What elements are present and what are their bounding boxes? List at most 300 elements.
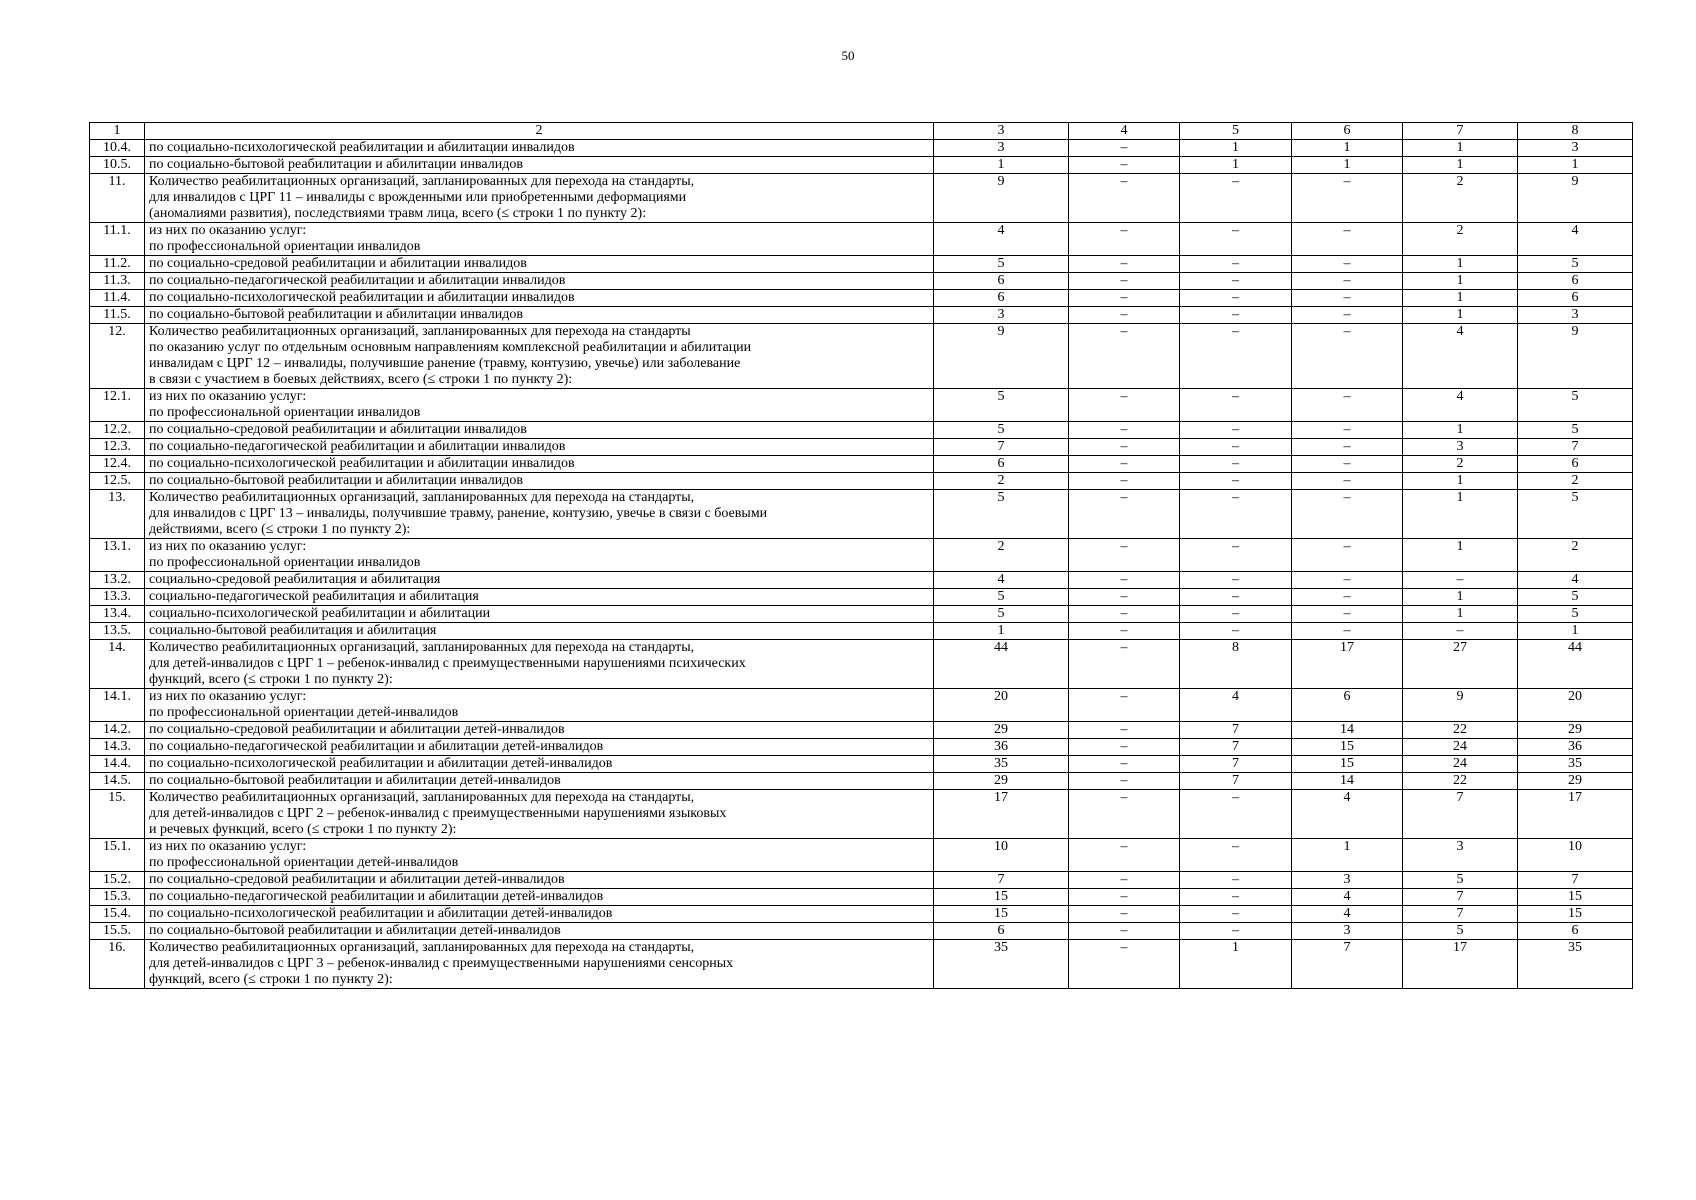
row-description: по социально-средовой реабилитации и абилитации детей-инвалидов (145, 872, 934, 889)
col-4-value: – (1069, 623, 1180, 640)
col-3-value: 15 (934, 889, 1069, 906)
col-5-value: – (1180, 422, 1292, 439)
col-7-value: 24 (1403, 756, 1518, 773)
row-description: Количество реабилитационных организаций, запланированных для перехода на стандарты, для детей-инвалидов с ЦРГ 3 – ребенок-инвалид с преимущественными нарушениями сенсорных функций, всего (≤ строки 1 по пункту 2): (145, 940, 934, 989)
col-3-value: 6 (934, 290, 1069, 307)
row-number: 13.1. (90, 539, 145, 572)
col-8-value: 6 (1518, 290, 1633, 307)
col-5-value: – (1180, 790, 1292, 839)
table-row (90, 739, 1633, 756)
col-3-value: 36 (934, 739, 1069, 756)
col-5-value: – (1180, 324, 1292, 389)
col-8-value: 2 (1518, 473, 1633, 490)
row-number: 15.3. (90, 889, 145, 906)
col-4-value: – (1069, 589, 1180, 606)
col-7-value: 4 (1403, 389, 1518, 422)
col-6-value: 4 (1292, 906, 1403, 923)
col-4-value: – (1069, 456, 1180, 473)
col-6-value: 4 (1292, 790, 1403, 839)
col-3-value: 5 (934, 422, 1069, 439)
col-3-value: 9 (934, 324, 1069, 389)
col-7-value: 27 (1403, 640, 1518, 689)
col-6-value: – (1292, 389, 1403, 422)
col-3-value: 9 (934, 174, 1069, 223)
col-6-value: – (1292, 589, 1403, 606)
col-5-value: 7 (1180, 722, 1292, 739)
table-row (90, 256, 1633, 273)
row-number: 12. (90, 324, 145, 389)
col-4-value: – (1069, 174, 1180, 223)
col-5-value: 7 (1180, 756, 1292, 773)
col-5-value: – (1180, 889, 1292, 906)
col-5-value: – (1180, 923, 1292, 940)
col-4-value: – (1069, 157, 1180, 174)
col-7-value: 2 (1403, 456, 1518, 473)
col-8-value: 3 (1518, 140, 1633, 157)
col-7-value: 1 (1403, 290, 1518, 307)
row-number: 13.5. (90, 623, 145, 640)
row-description: социально-педагогической реабилитация и абилитация (145, 589, 934, 606)
row-number: 14.4. (90, 756, 145, 773)
table-row (90, 572, 1633, 589)
row-number: 12.3. (90, 439, 145, 456)
table-row (90, 839, 1633, 872)
col-6-value: 14 (1292, 722, 1403, 739)
col-3-value: 20 (934, 689, 1069, 722)
col-8-value: 44 (1518, 640, 1633, 689)
col-6-value: – (1292, 490, 1403, 539)
row-number: 13.3. (90, 589, 145, 606)
col-7-value: – (1403, 623, 1518, 640)
row-number: 12.1. (90, 389, 145, 422)
col-6-value: 1 (1292, 157, 1403, 174)
col-4-value: – (1069, 722, 1180, 739)
col-6-value: 1 (1292, 140, 1403, 157)
column-number: 8 (1518, 123, 1633, 140)
row-number: 15.1. (90, 839, 145, 872)
row-description: по социально-психологической реабилитации и абилитации инвалидов (145, 290, 934, 307)
col-7-value: 5 (1403, 923, 1518, 940)
col-6-value: – (1292, 223, 1403, 256)
table-row (90, 273, 1633, 290)
col-6-value: – (1292, 324, 1403, 389)
table-row (90, 389, 1633, 422)
table-row (90, 906, 1633, 923)
table-row (90, 872, 1633, 889)
col-4-value: – (1069, 422, 1180, 439)
col-7-value: 1 (1403, 307, 1518, 324)
row-description: Количество реабилитационных организаций, запланированных для перехода на стандарты, для инвалидов с ЦРГ 11 – инвалиды с врожденными или приобретенными деформациями (аномалиями развития), последствиями травм лица, всего (≤ строки 1 по пункту 2): (145, 174, 934, 223)
row-number: 15.4. (90, 906, 145, 923)
col-5-value: 7 (1180, 773, 1292, 790)
table-row (90, 307, 1633, 324)
col-4-value: – (1069, 572, 1180, 589)
col-8-value: 9 (1518, 324, 1633, 389)
col-4-value: – (1069, 606, 1180, 623)
table-row (90, 174, 1633, 223)
row-number: 14. (90, 640, 145, 689)
col-8-value: 35 (1518, 940, 1633, 989)
row-number: 14.2. (90, 722, 145, 739)
row-description: из них по оказанию услуг: по профессиональной ориентации детей-инвалидов (145, 689, 934, 722)
col-4-value: – (1069, 256, 1180, 273)
col-5-value: – (1180, 174, 1292, 223)
col-7-value: 1 (1403, 589, 1518, 606)
col-7-value: 2 (1403, 174, 1518, 223)
col-8-value: 5 (1518, 490, 1633, 539)
col-4-value: – (1069, 739, 1180, 756)
row-description: Количество реабилитационных организаций, запланированных для перехода на стандарты, для детей-инвалидов с ЦРГ 2 – ребенок-инвалид с преимущественными нарушениями языковых и речевых функций, всего (≤ строки 1 по пункту 2): (145, 790, 934, 839)
col-5-value: – (1180, 490, 1292, 539)
column-number: 7 (1403, 123, 1518, 140)
table-row (90, 640, 1633, 689)
col-5-value: – (1180, 456, 1292, 473)
col-5-value: – (1180, 256, 1292, 273)
col-6-value: 6 (1292, 689, 1403, 722)
table-row (90, 439, 1633, 456)
col-8-value: 4 (1518, 223, 1633, 256)
col-4-value: – (1069, 473, 1180, 490)
col-8-value: 3 (1518, 307, 1633, 324)
col-3-value: 44 (934, 640, 1069, 689)
col-5-value: 4 (1180, 689, 1292, 722)
row-number: 11.5. (90, 307, 145, 324)
col-6-value: – (1292, 256, 1403, 273)
col-7-value: 7 (1403, 889, 1518, 906)
row-number: 13.4. (90, 606, 145, 623)
col-5-value: – (1180, 539, 1292, 572)
row-description: по социально-средовой реабилитации и абилитации детей-инвалидов (145, 722, 934, 739)
col-7-value: 1 (1403, 140, 1518, 157)
col-3-value: 17 (934, 790, 1069, 839)
col-3-value: 5 (934, 606, 1069, 623)
table-row (90, 324, 1633, 389)
col-8-value: 35 (1518, 756, 1633, 773)
table-row (90, 422, 1633, 439)
col-3-value: 5 (934, 589, 1069, 606)
col-4-value: – (1069, 923, 1180, 940)
column-number-row (90, 123, 1633, 140)
table-row (90, 889, 1633, 906)
row-description: по социально-бытовой реабилитации и абилитации инвалидов (145, 157, 934, 174)
col-4-value: – (1069, 389, 1180, 422)
col-3-value: 2 (934, 539, 1069, 572)
row-description: по социально-бытовой реабилитации и абилитации инвалидов (145, 473, 934, 490)
col-4-value: – (1069, 889, 1180, 906)
col-8-value: 5 (1518, 589, 1633, 606)
col-7-value: 1 (1403, 422, 1518, 439)
col-7-value: 3 (1403, 839, 1518, 872)
col-7-value: 7 (1403, 790, 1518, 839)
row-number: 12.2. (90, 422, 145, 439)
col-8-value: 7 (1518, 872, 1633, 889)
col-5-value: 7 (1180, 739, 1292, 756)
col-8-value: 6 (1518, 456, 1633, 473)
col-6-value: – (1292, 422, 1403, 439)
col-7-value: 1 (1403, 539, 1518, 572)
col-3-value: 5 (934, 256, 1069, 273)
col-5-value: 1 (1180, 157, 1292, 174)
col-6-value: – (1292, 439, 1403, 456)
row-description: Количество реабилитационных организаций, запланированных для перехода на стандарты, для детей-инвалидов с ЦРГ 1 – ребенок-инвалид с преимущественными нарушениями психических функций, всего (≤ строки 1 по пункту 2): (145, 640, 934, 689)
col-8-value: 10 (1518, 839, 1633, 872)
col-6-value: – (1292, 307, 1403, 324)
table-row (90, 589, 1633, 606)
table-row (90, 689, 1633, 722)
row-description: по социально-психологической реабилитации и абилитации инвалидов (145, 456, 934, 473)
row-number: 15.2. (90, 872, 145, 889)
col-5-value: – (1180, 439, 1292, 456)
col-4-value: – (1069, 223, 1180, 256)
col-5-value: – (1180, 273, 1292, 290)
table-row (90, 790, 1633, 839)
col-6-value: 3 (1292, 923, 1403, 940)
col-7-value: 1 (1403, 157, 1518, 174)
row-number: 16. (90, 940, 145, 989)
col-6-value: 17 (1292, 640, 1403, 689)
col-3-value: 2 (934, 473, 1069, 490)
row-description: из них по оказанию услуг: по профессиональной ориентации детей-инвалидов (145, 839, 934, 872)
col-5-value: – (1180, 290, 1292, 307)
col-8-value: 5 (1518, 389, 1633, 422)
col-8-value: 36 (1518, 739, 1633, 756)
col-3-value: 6 (934, 456, 1069, 473)
col-8-value: 29 (1518, 722, 1633, 739)
col-6-value: 1 (1292, 839, 1403, 872)
col-4-value: – (1069, 906, 1180, 923)
col-4-value: – (1069, 290, 1180, 307)
col-4-value: – (1069, 324, 1180, 389)
col-7-value: 17 (1403, 940, 1518, 989)
table-row (90, 940, 1633, 989)
row-description: по социально-педагогической реабилитации и абилитации инвалидов (145, 439, 934, 456)
col-5-value: – (1180, 473, 1292, 490)
col-8-value: 1 (1518, 157, 1633, 174)
row-number: 12.4. (90, 456, 145, 473)
table-row (90, 539, 1633, 572)
col-5-value: – (1180, 572, 1292, 589)
row-description: по социально-педагогической реабилитации и абилитации детей-инвалидов (145, 889, 934, 906)
col-6-value: 15 (1292, 756, 1403, 773)
col-6-value: 4 (1292, 889, 1403, 906)
col-4-value: – (1069, 307, 1180, 324)
row-number: 10.5. (90, 157, 145, 174)
col-6-value: – (1292, 539, 1403, 572)
page-number: 50 (841, 48, 855, 63)
column-number: 2 (145, 123, 934, 140)
col-7-value: 3 (1403, 439, 1518, 456)
col-5-value: – (1180, 872, 1292, 889)
col-6-value: – (1292, 572, 1403, 589)
col-7-value: 5 (1403, 872, 1518, 889)
row-description: по социально-бытовой реабилитации и абилитации инвалидов (145, 307, 934, 324)
col-6-value: – (1292, 174, 1403, 223)
col-8-value: 5 (1518, 256, 1633, 273)
column-number: 6 (1292, 123, 1403, 140)
col-4-value: – (1069, 872, 1180, 889)
col-7-value: 2 (1403, 223, 1518, 256)
col-5-value: 8 (1180, 640, 1292, 689)
table-row (90, 623, 1633, 640)
row-description: Количество реабилитационных организаций, запланированных для перехода на стандарты, для инвалидов с ЦРГ 13 – инвалиды, получившие травму, ранение, контузию, увечье в связи с боевыми действиями, всего (≤ строки 1 по пункту 2): (145, 490, 934, 539)
table-row (90, 923, 1633, 940)
col-8-value: 1 (1518, 623, 1633, 640)
row-number: 14.1. (90, 689, 145, 722)
row-description: из них по оказанию услуг: по профессиональной ориентации инвалидов (145, 223, 934, 256)
col-7-value: 22 (1403, 722, 1518, 739)
col-3-value: 3 (934, 307, 1069, 324)
col-8-value: 15 (1518, 889, 1633, 906)
col-3-value: 1 (934, 157, 1069, 174)
col-6-value: – (1292, 456, 1403, 473)
row-number: 10.4. (90, 140, 145, 157)
col-3-value: 1 (934, 623, 1069, 640)
row-number: 14.3. (90, 739, 145, 756)
col-7-value: – (1403, 572, 1518, 589)
row-description: по социально-бытовой реабилитации и абилитации детей-инвалидов (145, 923, 934, 940)
col-5-value: – (1180, 623, 1292, 640)
col-5-value: – (1180, 606, 1292, 623)
row-number: 11.4. (90, 290, 145, 307)
col-8-value: 5 (1518, 422, 1633, 439)
row-description: социально-психологической реабилитации и абилитации (145, 606, 934, 623)
col-8-value: 6 (1518, 923, 1633, 940)
col-3-value: 10 (934, 839, 1069, 872)
col-4-value: – (1069, 756, 1180, 773)
col-8-value: 15 (1518, 906, 1633, 923)
row-description: по социально-средовой реабилитации и абилитации инвалидов (145, 256, 934, 273)
col-7-value: 1 (1403, 256, 1518, 273)
col-7-value: 9 (1403, 689, 1518, 722)
table-row (90, 756, 1633, 773)
table-row (90, 490, 1633, 539)
col-3-value: 7 (934, 872, 1069, 889)
table-row (90, 722, 1633, 739)
row-description: из них по оказанию услуг: по профессиональной ориентации инвалидов (145, 389, 934, 422)
col-3-value: 35 (934, 940, 1069, 989)
col-4-value: – (1069, 773, 1180, 790)
row-description: по социально-средовой реабилитации и абилитации инвалидов (145, 422, 934, 439)
col-8-value: 9 (1518, 174, 1633, 223)
col-4-value: – (1069, 140, 1180, 157)
col-8-value: 20 (1518, 689, 1633, 722)
table-row (90, 606, 1633, 623)
col-6-value: – (1292, 273, 1403, 290)
col-5-value: 1 (1180, 940, 1292, 989)
col-5-value: – (1180, 307, 1292, 324)
row-number: 15.5. (90, 923, 145, 940)
column-number: 1 (90, 123, 145, 140)
col-3-value: 4 (934, 572, 1069, 589)
row-number: 14.5. (90, 773, 145, 790)
col-6-value: 15 (1292, 739, 1403, 756)
col-6-value: 14 (1292, 773, 1403, 790)
table-row (90, 157, 1633, 174)
data-table (89, 122, 1633, 989)
col-6-value: – (1292, 473, 1403, 490)
row-description: по социально-бытовой реабилитации и абилитации детей-инвалидов (145, 773, 934, 790)
col-3-value: 15 (934, 906, 1069, 923)
col-7-value: 24 (1403, 739, 1518, 756)
column-number: 3 (934, 123, 1069, 140)
col-3-value: 6 (934, 923, 1069, 940)
col-8-value: 29 (1518, 773, 1633, 790)
col-7-value: 1 (1403, 273, 1518, 290)
col-4-value: – (1069, 539, 1180, 572)
col-7-value: 1 (1403, 606, 1518, 623)
table-row (90, 290, 1633, 307)
col-7-value: 4 (1403, 324, 1518, 389)
col-4-value: – (1069, 839, 1180, 872)
row-description: социально-бытовой реабилитация и абилитация (145, 623, 934, 640)
row-description: по социально-психологической реабилитации и абилитации детей-инвалидов (145, 756, 934, 773)
col-3-value: 3 (934, 140, 1069, 157)
col-4-value: – (1069, 439, 1180, 456)
col-8-value: 2 (1518, 539, 1633, 572)
row-description: социально-средовой реабилитация и абилитация (145, 572, 934, 589)
col-7-value: 1 (1403, 490, 1518, 539)
col-7-value: 1 (1403, 473, 1518, 490)
row-description: Количество реабилитационных организаций, запланированных для перехода на стандарты по оказанию услуг по отдельным основным направлениям комплексной реабилитации и абилитации инвалидам с ЦРГ 12 – инвалиды, получившие ранение (травму, контузию, увечье) или заболевание в связи с участием в боевых действиях, всего (≤ строки 1 по пункту 2): (145, 324, 934, 389)
column-number: 5 (1180, 123, 1292, 140)
col-3-value: 4 (934, 223, 1069, 256)
col-3-value: 29 (934, 722, 1069, 739)
col-6-value: 7 (1292, 940, 1403, 989)
col-4-value: – (1069, 273, 1180, 290)
col-4-value: – (1069, 940, 1180, 989)
table-row (90, 223, 1633, 256)
col-4-value: – (1069, 490, 1180, 539)
table-row (90, 473, 1633, 490)
col-8-value: 4 (1518, 572, 1633, 589)
col-7-value: 22 (1403, 773, 1518, 790)
col-4-value: – (1069, 689, 1180, 722)
col-3-value: 29 (934, 773, 1069, 790)
col-8-value: 17 (1518, 790, 1633, 839)
col-3-value: 7 (934, 439, 1069, 456)
col-5-value: – (1180, 589, 1292, 606)
row-description: по социально-педагогической реабилитации и абилитации инвалидов (145, 273, 934, 290)
col-6-value: – (1292, 623, 1403, 640)
col-3-value: 6 (934, 273, 1069, 290)
col-6-value: – (1292, 290, 1403, 307)
col-4-value: – (1069, 790, 1180, 839)
col-5-value: – (1180, 906, 1292, 923)
row-number: 11.1. (90, 223, 145, 256)
col-7-value: 7 (1403, 906, 1518, 923)
col-3-value: 35 (934, 756, 1069, 773)
row-number: 13. (90, 490, 145, 539)
row-description: по социально-психологической реабилитации и абилитации детей-инвалидов (145, 906, 934, 923)
row-description: по социально-психологической реабилитации и абилитации инвалидов (145, 140, 934, 157)
col-8-value: 5 (1518, 606, 1633, 623)
row-number: 15. (90, 790, 145, 839)
col-6-value: – (1292, 606, 1403, 623)
col-4-value: – (1069, 640, 1180, 689)
table-row (90, 140, 1633, 157)
col-3-value: 5 (934, 389, 1069, 422)
row-description: по социально-педагогической реабилитации и абилитации детей-инвалидов (145, 739, 934, 756)
row-number: 11. (90, 174, 145, 223)
table-row (90, 456, 1633, 473)
row-number: 11.3. (90, 273, 145, 290)
row-number: 13.2. (90, 572, 145, 589)
table-row (90, 773, 1633, 790)
col-5-value: 1 (1180, 140, 1292, 157)
col-8-value: 7 (1518, 439, 1633, 456)
col-3-value: 5 (934, 490, 1069, 539)
row-number: 12.5. (90, 473, 145, 490)
